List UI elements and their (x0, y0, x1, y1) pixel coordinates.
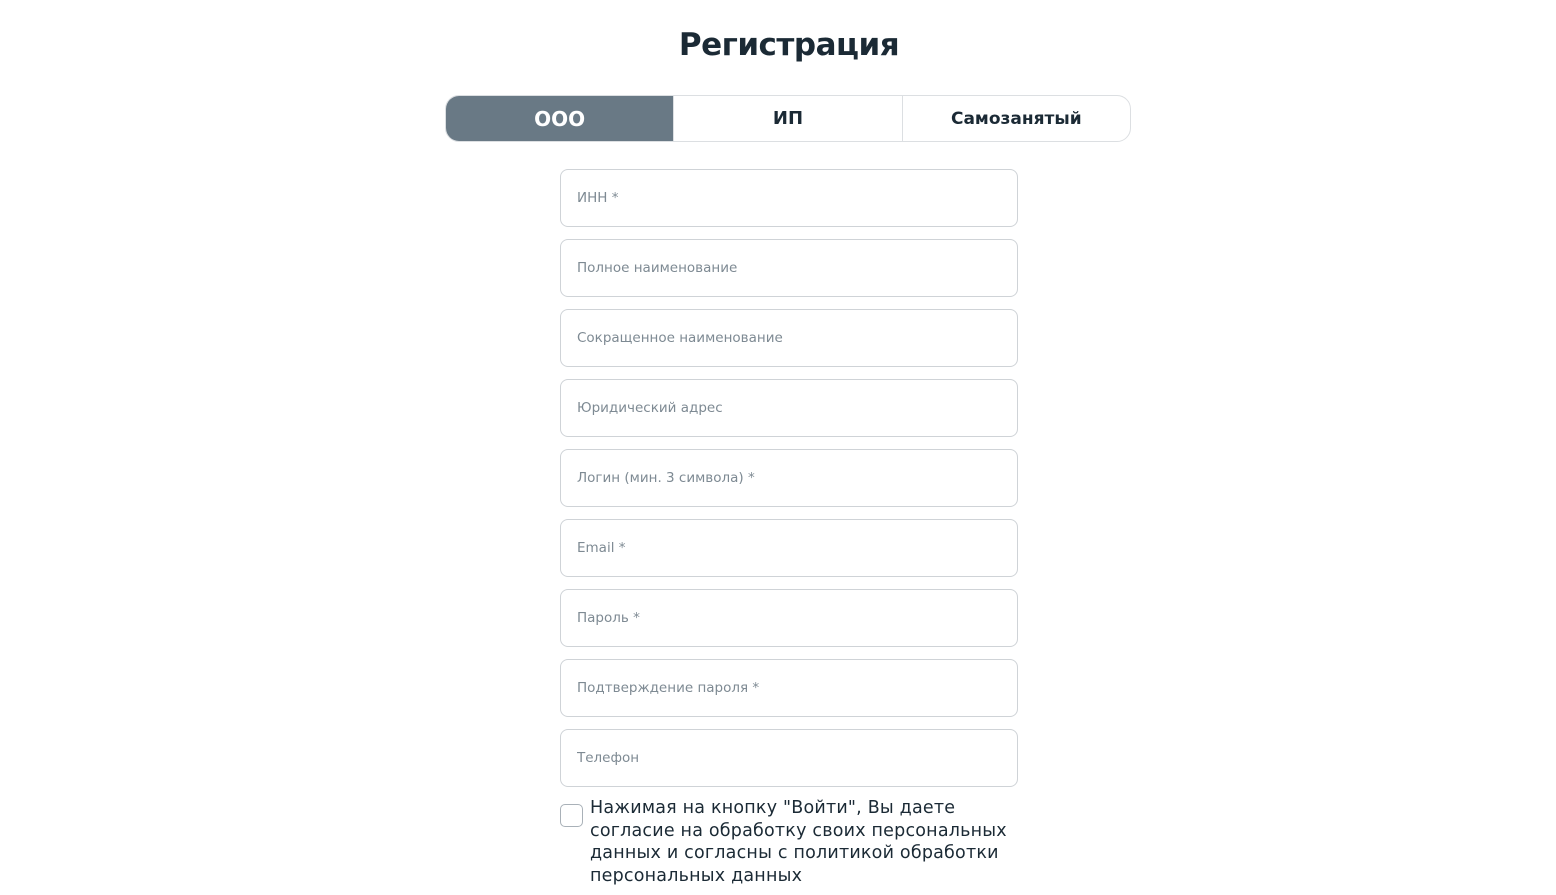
short-name-input[interactable] (575, 329, 1003, 347)
page-title: Регистрация (678, 27, 900, 63)
phone-field-wrapper (560, 729, 1018, 787)
consent-row (560, 797, 1020, 887)
password-field-wrapper (560, 589, 1018, 647)
email-input[interactable] (575, 539, 1003, 557)
legal-address-field-wrapper (560, 379, 1018, 437)
tab-ooo[interactable]: ООО (446, 96, 673, 141)
consent-checkbox[interactable] (560, 804, 583, 827)
login-input[interactable] (575, 469, 1003, 487)
tab-ip[interactable]: ИП (673, 96, 901, 141)
legal-address-input[interactable] (575, 399, 1003, 417)
password-input[interactable] (575, 609, 1003, 627)
password-confirm-field-wrapper (560, 659, 1018, 717)
consent-text: Нажимая на кнопку "Войти", Вы даете согласие на обработку своих персональных данных и согласны с политикой обработки персональных данных (590, 798, 1007, 886)
inn-field-wrapper (560, 169, 1018, 227)
login-field-wrapper (560, 449, 1018, 507)
phone-input[interactable] (575, 749, 1003, 767)
full-name-input[interactable] (575, 259, 1003, 277)
short-name-field-wrapper (560, 309, 1018, 367)
password-confirm-input[interactable] (575, 679, 1003, 697)
full-name-field-wrapper (560, 239, 1018, 297)
email-field-wrapper (560, 519, 1018, 577)
inn-input[interactable] (575, 189, 1003, 207)
registration-form (560, 169, 1018, 799)
entity-type-tabs (445, 95, 1131, 142)
tab-self-employed[interactable]: Самозанятый (902, 96, 1130, 141)
